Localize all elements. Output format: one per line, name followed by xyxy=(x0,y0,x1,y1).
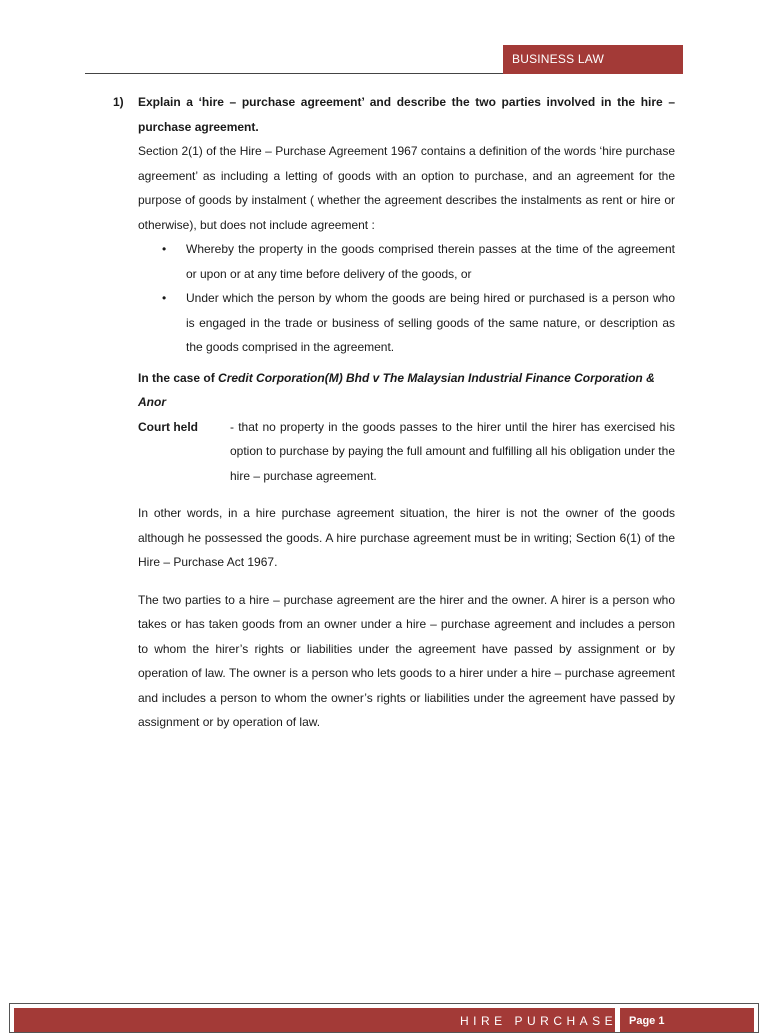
case-intro: In the case of xyxy=(138,370,215,385)
question-number: 1) xyxy=(113,95,124,109)
document-body xyxy=(113,90,675,735)
footer-title: HIRE PURCHASE xyxy=(460,1014,618,1028)
question-text: Explain a ‘hire – purchase agreement’ and describe the two parties involved in the hire – purchase agreement. xyxy=(138,95,675,134)
bullet-icon: • xyxy=(162,291,167,305)
page-number: Page 1 xyxy=(618,1008,754,1032)
court-held-label: Court held xyxy=(138,419,198,434)
court-held-text: - that no property in the goods passes to the hirer until the hirer has exercised his option to purchase by paying the full amount and fulfilling all his obligation under the hire – purchase agreement. xyxy=(230,419,675,483)
list-item-text: Under which the person by whom the goods are being hired or purchased is a person who is engaged in the trade or business of selling goods of the same nature, or description as the goods comprised in the agreement. xyxy=(186,291,675,354)
exclusion-list xyxy=(138,237,675,360)
question-heading xyxy=(113,90,675,139)
case-name: Credit Corporation(M) Bhd v The Malaysian Industrial Finance Corporation & Anor xyxy=(138,370,655,409)
answer-section xyxy=(138,139,675,735)
paragraph-two-parties: The two parties to a hire – purchase agreement are the hirer and the owner. A hirer is a person who takes or has taken goods from an owner under a hire – purchase agreement and includes a person to whom the hirer’s rights or liabilities under the agreement have passed by assignment or by operation of law. The owner is a person who lets goods to a hirer under a hire – purchase agreement and includes a person to whom the owner’s rights or liabilities under the agreement have passed by assignment or by operation of law. xyxy=(138,592,675,729)
list-item xyxy=(138,237,675,286)
court-held xyxy=(138,415,675,489)
list-item-text: Whereby the property in the goods comprised therein passes at the time of the agreement or upon or at any time before delivery of the goods, or xyxy=(186,242,675,281)
paragraph-owner-status: In other words, in a hire purchase agreement situation, the hirer is not the owner of the goods although he possessed the goods. A hire purchase agreement must be in writing; Section 6(1) of the Hire – Purchase Act 1967. xyxy=(138,506,675,569)
case-citation xyxy=(138,366,675,415)
bullet-icon: • xyxy=(162,242,167,256)
header-label: BUSINESS LAW xyxy=(503,45,683,74)
definition-paragraph: Section 2(1) of the Hire – Purchase Agreement 1967 contains a definition of the words ‘hire purchase agreement’ as including a letting of goods with an option to purchase, and an agreement for the purpose of goods by instalment ( whether the agreement describes the instalments as rent or hire or otherwise), but does not include agreement : xyxy=(138,144,675,232)
list-item xyxy=(138,286,675,360)
